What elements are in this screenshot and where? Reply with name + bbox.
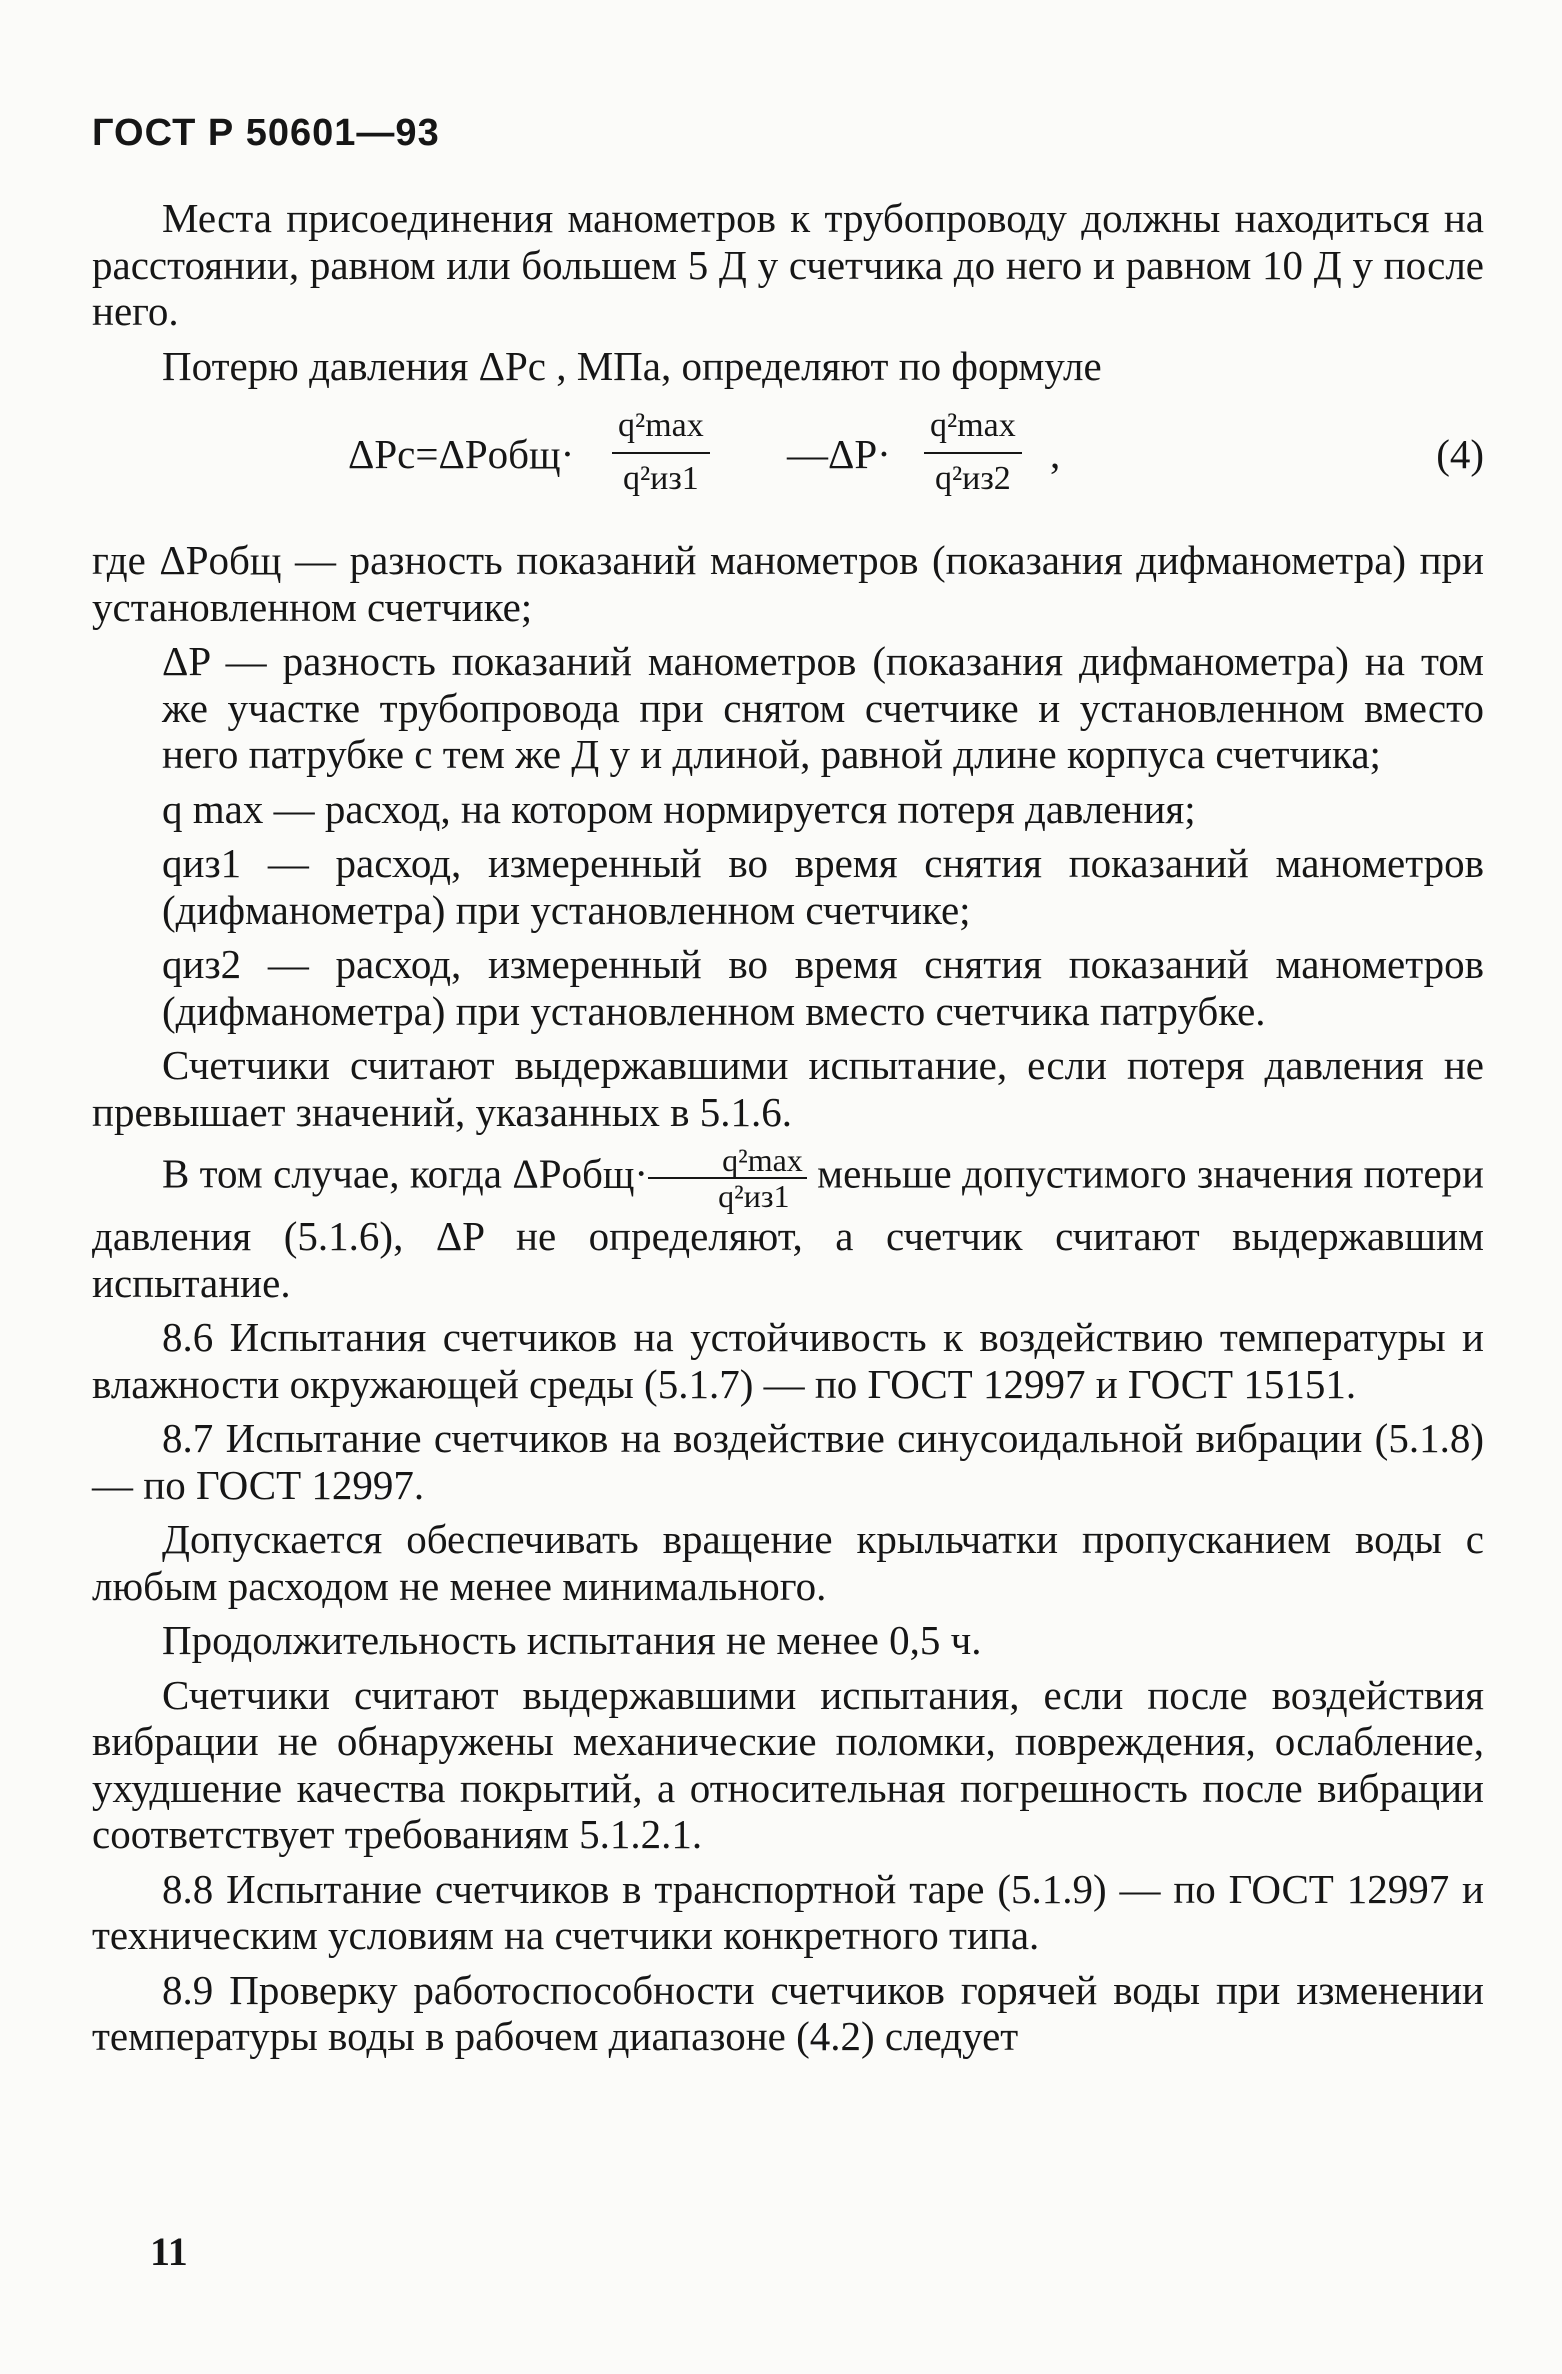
definition-delta-p (92, 638, 1484, 778)
formula-fraction-1 (612, 403, 710, 502)
formula-minus-term: —ΔP· (787, 431, 891, 477)
definition-text: — расход, на котором нормируется потеря давления; (273, 785, 1196, 832)
definition-symbol: где ΔPобщ (92, 537, 282, 583)
definition-symbol: qиз1 (162, 840, 242, 886)
definition-symbol: q max (162, 785, 264, 832)
page-number: 11 (150, 2229, 188, 2274)
definition-text: — расход, измеренный во время снятия показаний манометров (дифманометра) при установленном вместо счетчика патрубке. (162, 941, 1484, 1034)
definition-delta-p-total (92, 537, 1484, 630)
definition-q-iz2 (92, 941, 1484, 1034)
formula-comma: , (1050, 431, 1061, 477)
section-8-7: 8.7 Испытание счетчиков на воздействие синусоидальной вибрации (5.1.8) — по ГОСТ 12997. (92, 1415, 1484, 1508)
definition-q-iz1 (92, 840, 1484, 933)
section-8-8: 8.8 Испытание счетчиков в транспортной таре (5.1.9) — по ГОСТ 12997 и техническим условиям на счетчики конкретного типа. (92, 1865, 1484, 1958)
fraction-1-numerator: q²max (612, 403, 710, 454)
paragraph-pass-criterion: Счетчики считают выдержавшими испытание, если потеря давления не превышает значений, указанных в 5.1.6. (92, 1042, 1484, 1135)
exception-text-start: В том случае, когда ΔPобщ· (162, 1150, 649, 1197)
definition-q-max (92, 786, 1484, 833)
document-body (92, 195, 1484, 2068)
document-header: ГОСТ Р 50601—93 (92, 112, 440, 154)
exception-fraction-numerator: q²max (648, 1143, 807, 1179)
section-8-9: 8.9 Проверку работоспособности счетчиков горячей воды при изменении температуры воды в рабочем диапазоне (4.2) следует (92, 1966, 1484, 2059)
formula-number: (4) (1436, 431, 1484, 477)
exception-fraction (648, 1143, 807, 1213)
definition-text: — разность показаний манометров (показания дифманометра) на том же участке трубопровода при снятом счетчике и установленном вместо него патрубке с тем же Д у и длиной, равной длине корпуса счетчика; (162, 638, 1484, 777)
definition-text: — разность показаний манометров (показания дифманометра) при установленном счетчике; (92, 537, 1484, 630)
exception-text-end: меньше допустимого значения потери давления (5.1.6), ΔP не определяют, а счетчик считают выдержавшим испытание. (92, 1150, 1484, 1306)
paragraph-vibration-impeller: Допускается обеспечивать вращение крыльчатки пропусканием воды с любым расходом не менее минимального. (92, 1516, 1484, 1609)
definition-text: — расход, измеренный во время снятия показаний манометров (дифманометра) при установленном счетчике; (162, 840, 1484, 933)
exception-fraction-denominator: q²из1 (718, 1178, 790, 1214)
paragraph-pressure-exception (92, 1143, 1484, 1306)
paragraph-vibration-criterion: Счетчики считают выдержавшими испытания, если после воздействия вибрации не обнаружены механические поломки, повреждения, ослабление, ухудшение качества покрытий, а относительная погрешность после вибрации соответствует требованиям 5.1.2.1. (92, 1671, 1484, 1857)
formula-fraction-2 (924, 403, 1022, 502)
formula-4 (92, 397, 1484, 527)
formula-lhs: ΔPс=ΔPобщ· (348, 431, 575, 477)
definition-symbol: ΔP (162, 638, 210, 684)
definition-symbol: qиз2 (162, 941, 242, 987)
fraction-1-denominator: q²из1 (622, 459, 699, 497)
paragraph-pressure-loss-intro: Потерю давления ΔPс , МПа, определяют по формуле (162, 342, 1102, 389)
fraction-2-denominator: q²из2 (934, 459, 1011, 497)
paragraph-manometer-placement: Места присоединения манометров к трубопроводу должны находиться на расстоянии, равном или большем 5 Д у счетчика до него и равном 10 Д у после него. (92, 195, 1484, 334)
paragraph-test-duration: Продолжительность испытания не менее 0,5 ч. (162, 1617, 982, 1663)
section-8-6: 8.6 Испытания счетчиков на устойчивость к воздействию температуры и влажности окружающей среды (5.1.7) — по ГОСТ 12997 и ГОСТ 15151. (92, 1314, 1484, 1407)
fraction-2-numerator: q²max (924, 403, 1022, 454)
